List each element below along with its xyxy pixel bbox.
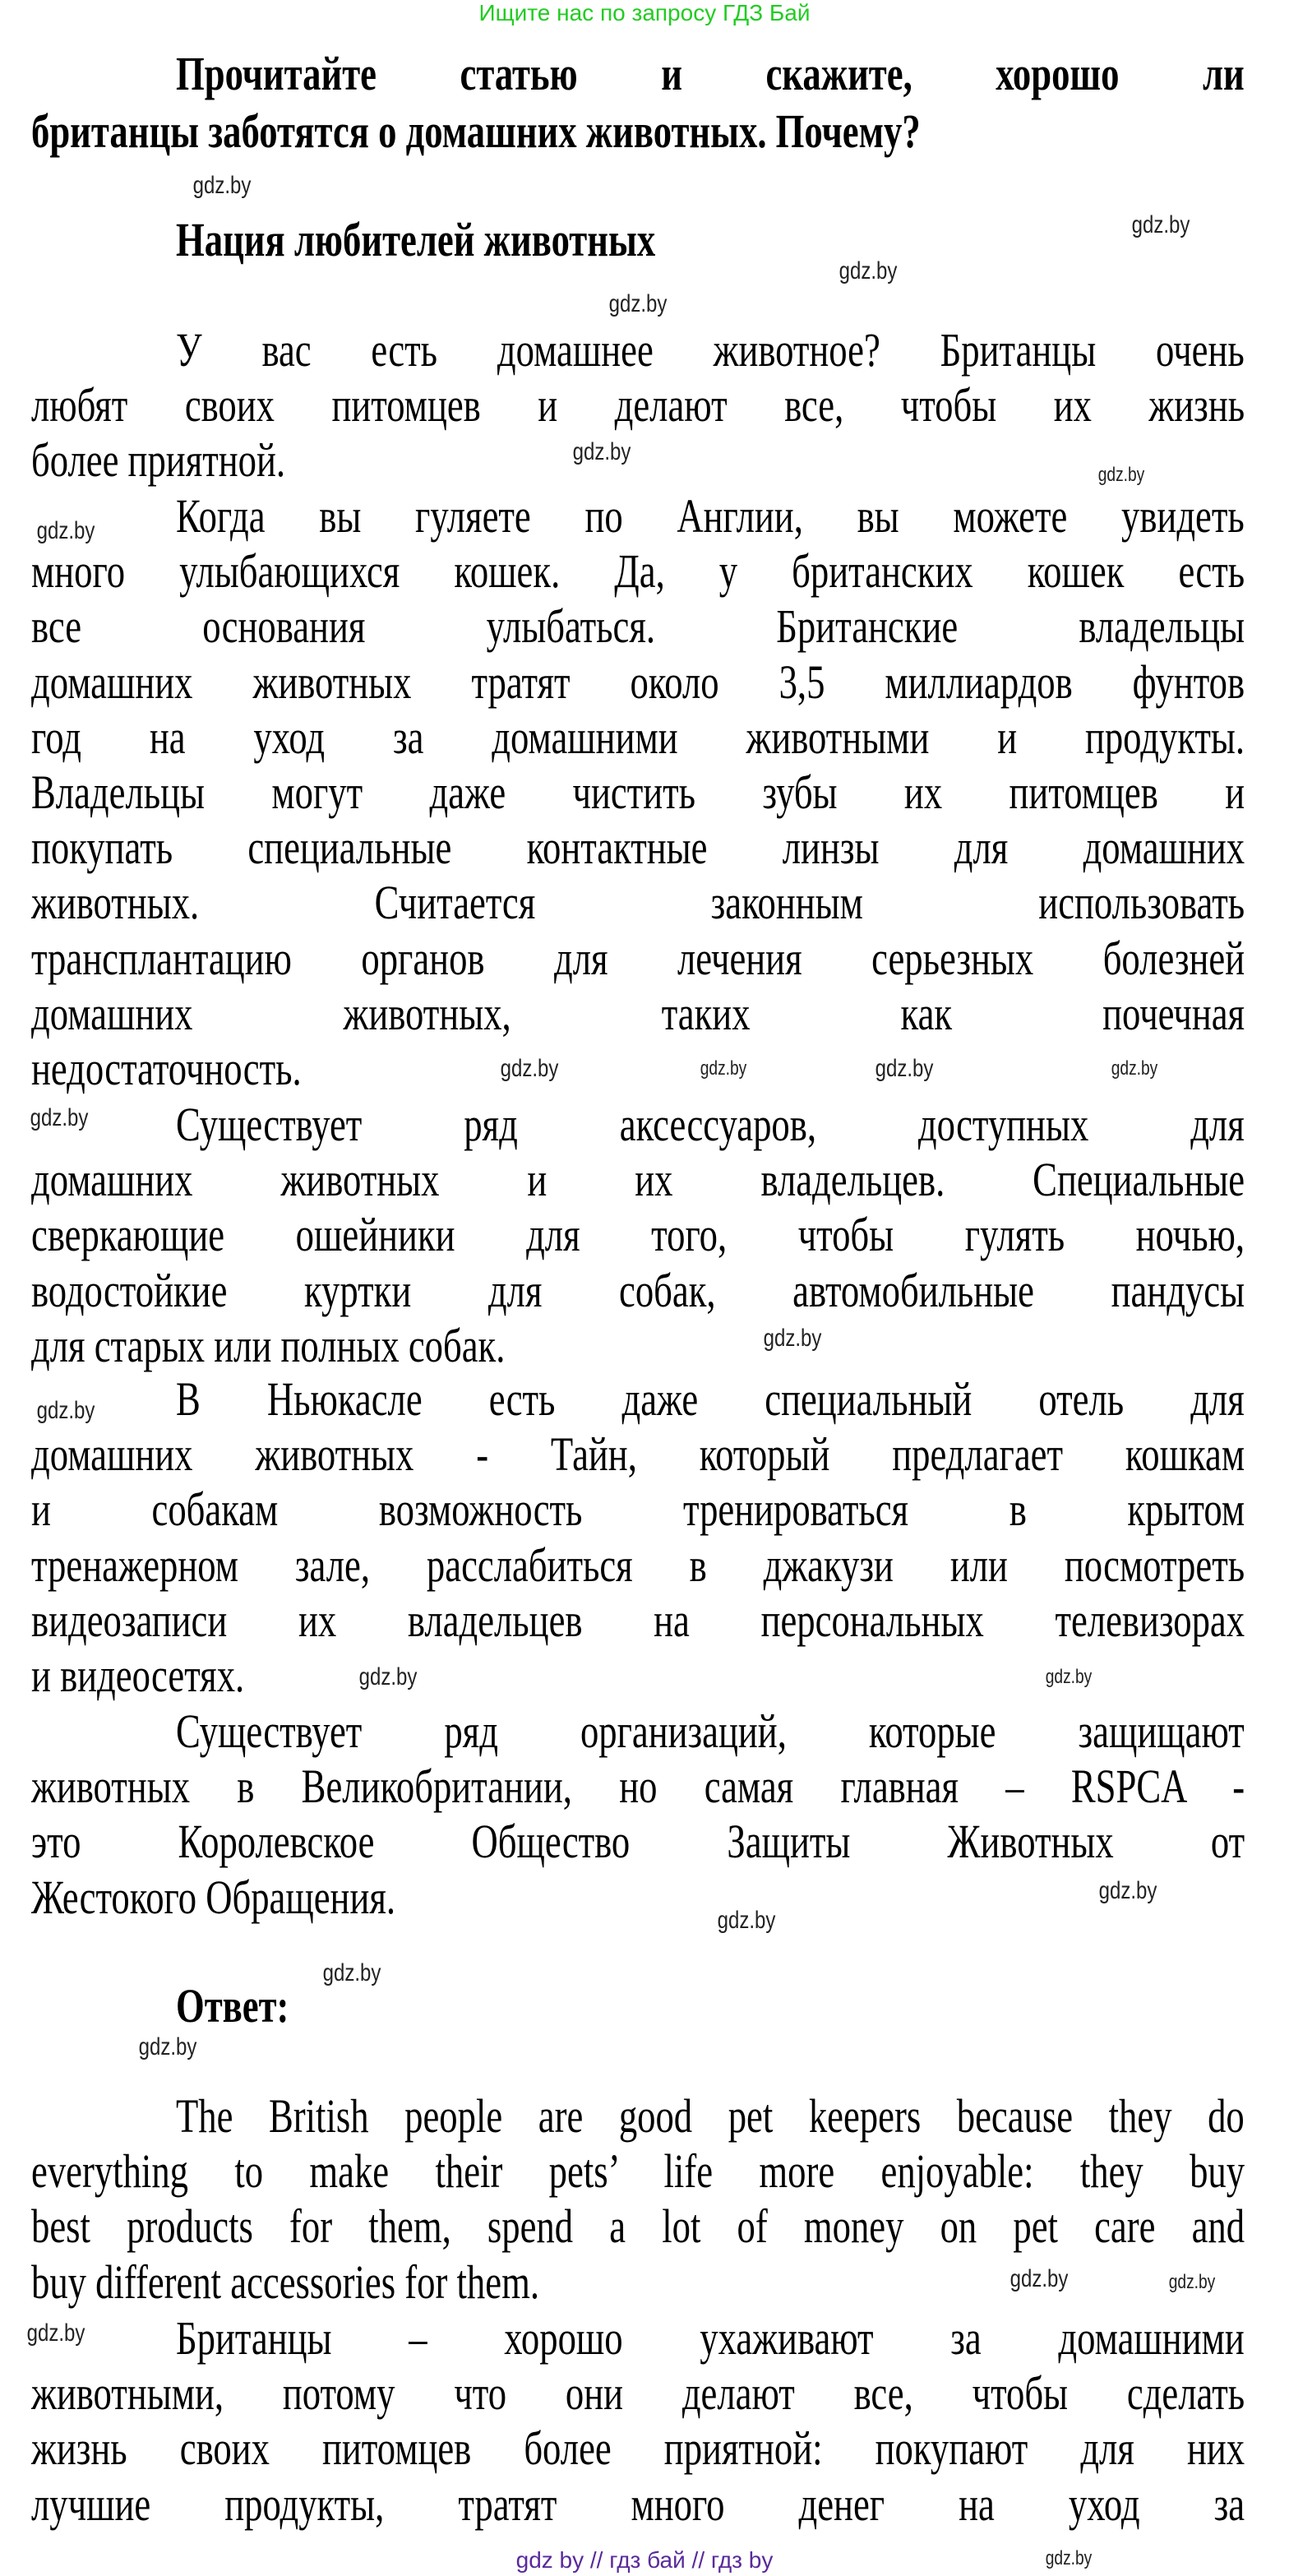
text-line-content: домашних животных тратят около 3,5 миллиардов фунтов <box>31 654 1245 709</box>
text-line <box>31 1704 1245 1759</box>
text-line-content: тренажерном зале, расслабиться в джакузи или посмотреть <box>31 1538 1245 1592</box>
watermark: gdz.by <box>839 257 898 284</box>
text-line <box>31 1427 1245 1482</box>
watermark: gdz.by <box>26 2319 85 2347</box>
text-line-content: и видеосетях. <box>31 1648 245 1702</box>
text-line-content: год на уход за домашними животными и продукты. <box>31 710 1245 764</box>
text-line <box>31 1041 1245 1096</box>
text-line-content: животными, потому что они делают все, чтобы сделать <box>31 2366 1245 2421</box>
text-line-content: Прочитайте статью и скажите, хорошо ли <box>176 47 1245 100</box>
text-line <box>31 1207 1245 1262</box>
answer-label-text: Ответ: <box>176 1979 289 2033</box>
text-line-content: Британцы – хорошо ухаживают за домашними <box>176 2311 1245 2365</box>
text-line <box>31 322 1245 377</box>
text-line-content: everything to make their pets’ life more enjoyable: they buy <box>31 2144 1245 2199</box>
text-line <box>31 599 1245 654</box>
text-line <box>31 2477 1245 2532</box>
text-line-content: много улыбающихся кошек. Да, у британских кошек есть <box>31 544 1245 599</box>
text-line <box>31 488 1245 543</box>
text-line-content: Существует ряд организаций, которые защищают <box>176 1704 1245 1758</box>
text-line <box>31 986 1245 1041</box>
watermark: gdz.by <box>1045 1666 1093 1688</box>
text-line-content: домашних животных и их владельцев. Специальные <box>31 1153 1245 1207</box>
watermark: gdz.by <box>500 1055 559 1082</box>
text-line-content: любят своих питомцев и делают все, чтобы их жизнь <box>31 378 1245 432</box>
text-line-content: The British people are good pet keepers because they do <box>176 2089 1245 2143</box>
text-line <box>31 2088 1245 2144</box>
answer-paragraph-russian <box>31 2310 1245 2532</box>
text-line <box>31 1152 1245 1207</box>
search-hint-banner: Ищите нас по запросу ГДЗ Бай <box>478 0 811 25</box>
task-heading <box>31 45 1245 160</box>
text-line-content: для старых или полных собак. <box>31 1318 506 1372</box>
text-line-content: более приятной. <box>31 433 286 488</box>
watermark: gdz.by <box>36 1397 95 1424</box>
text-line-content: домашних животных - Тайн, который предлагает кошкам <box>31 1427 1245 1482</box>
text-line-content: водостойкие куртки для собак, автомобильные пандусы <box>31 1263 1245 1317</box>
text-line-content: покупать специальные контактные линзы для домашних <box>31 821 1245 875</box>
text-line <box>31 1482 1245 1537</box>
text-line <box>31 1263 1245 1318</box>
watermark: gdz.by <box>1111 1057 1158 1080</box>
text-line <box>31 432 1245 488</box>
text-line-content: жизнь своих питомцев более приятной: покупают для них <box>31 2421 1245 2476</box>
paragraph <box>31 1704 1245 1925</box>
text-line-content: трансплантацию органов для лечения серьезных болезней <box>31 931 1245 985</box>
watermark: gdz.by <box>572 438 631 465</box>
watermark: gdz.by <box>358 1663 418 1690</box>
text-line-content: Существует ряд аксессуаров, доступных для <box>176 1098 1245 1151</box>
watermark: gdz.by <box>322 1959 381 1986</box>
watermark: gdz.by <box>717 1907 776 1934</box>
text-line <box>31 377 1245 432</box>
text-line-content: buy different accessories for them. <box>31 2255 539 2309</box>
text-line-content: Владельцы могут даже чистить зубы их питомцев и <box>31 765 1245 819</box>
text-line <box>31 2421 1245 2476</box>
text-line <box>31 1759 1245 1814</box>
text-line <box>31 1097 1245 1152</box>
watermark: gdz.by <box>1045 2547 1093 2569</box>
watermark: gdz.by <box>36 517 95 544</box>
text-line <box>31 1814 1245 1869</box>
text-line <box>31 1870 1245 1925</box>
text-line <box>31 2310 1245 2366</box>
text-line <box>31 710 1245 765</box>
watermark: gdz.by <box>875 1055 934 1082</box>
text-line <box>31 2366 1245 2421</box>
text-line-content: животных в Великобритании, но самая главная – RSPCA - <box>31 1760 1245 1814</box>
text-line-content: животных. Считается законным использовать <box>31 876 1245 930</box>
watermark: gdz.by <box>138 2033 197 2060</box>
paragraph <box>31 1371 1245 1703</box>
watermark: gdz.by <box>1098 1877 1157 1904</box>
text-line <box>31 820 1245 875</box>
text-line <box>31 2199 1245 2254</box>
text-line-content: все основания улыбаться. Британские владельцы <box>31 599 1245 654</box>
text-line-content: это Королевское Общество Защиты Животных от <box>31 1815 1245 1869</box>
article-title <box>31 212 1245 267</box>
watermark: gdz.by <box>1131 211 1190 238</box>
text-line <box>31 1538 1245 1593</box>
text-line-content: Жестокого Обращения. <box>31 1870 396 1924</box>
text-line-content: недостаточность. <box>31 1041 302 1095</box>
text-line-content: видеозаписи их владельцев на персональных телевизорах <box>31 1593 1245 1647</box>
footer-links: gdz by // гдз бай // гдз by <box>515 2547 774 2573</box>
text-line <box>31 765 1245 820</box>
paragraph <box>31 488 1245 1096</box>
text-line-content: сверкающие ошейники для того, чтобы гулять ночью, <box>31 1208 1245 1262</box>
text-line <box>31 654 1245 710</box>
watermark: gdz.by <box>763 1325 822 1352</box>
text-line <box>31 931 1245 986</box>
text-line-content: и собакам возможность тренироваться в крытом <box>31 1482 1245 1537</box>
watermark: gdz.by <box>192 172 252 199</box>
text-line <box>31 2144 1245 2199</box>
text-line-content: У вас есть домашнее животное? Британцы очень <box>176 323 1245 377</box>
text-line <box>31 45 1245 103</box>
text-line <box>31 103 1245 160</box>
text-line <box>31 1593 1245 1648</box>
text-line-content: В Ньюкасле есть даже специальный отель для <box>176 1372 1245 1426</box>
text-line <box>31 543 1245 599</box>
article-title-text: Нация любителей животных <box>176 213 656 266</box>
watermark: gdz.by <box>30 1104 89 1131</box>
text-line-content: Когда вы гуляете по Англии, вы можете увидеть <box>176 489 1245 543</box>
text-line-content: домашних животных, таких как почечная <box>31 986 1245 1040</box>
answer-label <box>31 1978 1245 2033</box>
text-line <box>31 1371 1245 1427</box>
watermark: gdz.by <box>1168 2271 1216 2293</box>
paragraph <box>31 1097 1245 1373</box>
text-line <box>31 875 1245 930</box>
text-line-content: лучшие продукты, тратят много денег на уход за <box>31 2477 1245 2531</box>
text-line <box>31 1318 1245 1373</box>
paragraph <box>31 322 1245 488</box>
text-line-content: best products for them, spend a lot of money on pet care and <box>31 2199 1245 2254</box>
watermark: gdz.by <box>700 1057 747 1080</box>
text-line-content: британцы заботятся о домашних животных. Почему? <box>31 104 921 158</box>
watermark: gdz.by <box>1009 2265 1069 2292</box>
watermark: gdz.by <box>1097 464 1145 486</box>
watermark: gdz.by <box>608 290 668 317</box>
